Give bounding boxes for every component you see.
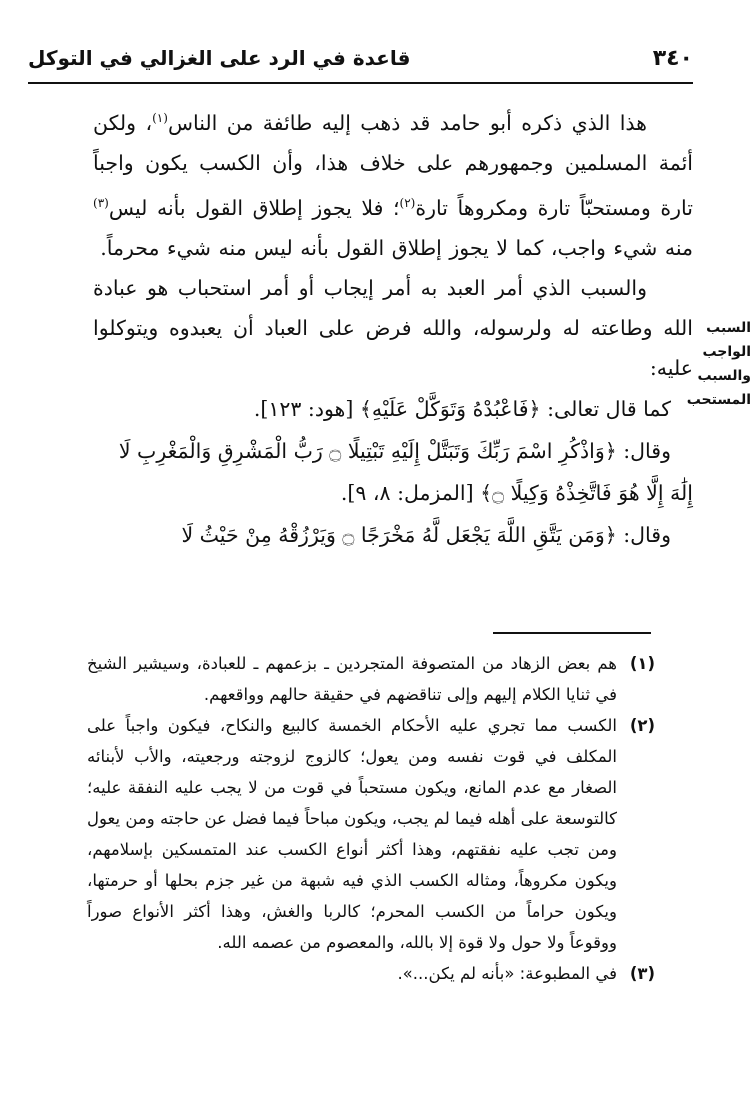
paragraph-text: منه شيء واجب، كما لا يجوز إطلاق القول بأنه ليس منه شيء محرماً. xyxy=(100,235,693,260)
paragraph-text: ، ولكن أئمة المسلمين وجمهورهم على خلاف هذا، وأن الكسب يكون واجباً تارة ومستحبّاً تارة ومكروهاً تارة xyxy=(93,110,694,220)
margin-note-line: السبب xyxy=(706,320,751,336)
paragraph-1 xyxy=(93,98,693,268)
margin-note-line: والسبب xyxy=(697,368,751,384)
main-text xyxy=(93,98,693,556)
footnote-rule xyxy=(493,632,651,634)
footnote xyxy=(87,648,655,710)
footnote-ref: (١) xyxy=(152,111,168,125)
margin-note-line: المستحب xyxy=(686,392,751,408)
page-number: ٣٤٠ xyxy=(652,45,693,71)
page-header xyxy=(28,38,693,78)
footnote xyxy=(87,958,655,989)
footnote xyxy=(87,710,655,958)
paragraph-2: والسبب الذي أمر العبد به أمر إيجاب أو أمر استحباب هو عبادة الله وطاعته له ولرسوله، والله فرض على العباد أن يعبدوه ويتوكلوا عليه: xyxy=(93,275,693,380)
paragraph-text: ؛ فلا يجوز إطلاق القول بأنه ليس xyxy=(108,195,400,220)
margin-note-line: الواجب xyxy=(702,344,751,360)
footnote-number: (١) xyxy=(629,654,655,673)
quran-quote: وقال: ﴿وَاذْكُرِ اسْمَ رَبِّكَ وَتَبَتَّلْ إِلَيْهِ تَبْتِيلًا ۝ رَبُّ الْمَشْرِقِ وَالْمَغْرِبِ لَا xyxy=(118,438,671,463)
footnote-number: (٢) xyxy=(629,716,655,735)
footnote-ref: (٣) xyxy=(93,195,109,210)
footnote-ref: (٢) xyxy=(399,195,416,210)
footnote-text: في المطبوعة: «بأنه لم يكن...». xyxy=(397,964,617,983)
margin-note xyxy=(686,316,751,412)
footnotes xyxy=(87,648,655,989)
footnote-text: الكسب مما تجري عليه الأحكام الخمسة كالبيع والنكاح، فيكون واجباً على المكلف في قوت نفسه ومن يعول؛ كالزوج لزوجته ورجعيته، والأب لأبنائه الصغار مع عدم المانع، ويكون مستحباً في قوت من لا يجب عليه النفقة عليه؛ كالتوسعة على أهله فيما لم يجب، ويكون مباحاً فيما فضل عن حاجته ومن يعول ومن تجب عليه نفقتهم، وهذا أكثر أنواع الكسب عند المتمسكين بإسلامهم، ويكون مكروهاً، ومثاله الكسب الذي فيه شبهة من غير جزم بحلها أو حرمتها، ويكون حراماً من الكسب المحرم؛ كالربا والغش، وهذا أكثر الأنواع صوراً ووقوعاً ولا حول ولا قوة إلا بالله، والمعصوم من عصمه الله. xyxy=(87,716,617,952)
footnote-number: (٣) xyxy=(629,964,655,983)
paragraph-text: هذا الذي ذكره أبو حامد قد ذهب إليه طائفة من الناس xyxy=(167,110,647,135)
quran-quote: وقال: ﴿وَمَن يَتَّقِ اللَّهَ يَجْعَل لَّهُ مَخْرَجًا ۝ وَيَرْزُقْهُ مِنْ حَيْثُ لَا xyxy=(181,522,671,547)
quran-quote-continuation: إِلَٰهَ إِلَّا هُوَ فَاتَّخِذْهُ وَكِيلًا ۝﴾ [المزمل: ٨، ٩]. xyxy=(340,480,693,505)
footnote-text: هم بعض الزهاد من المتصوفة المتجردين ـ بزعمهم ـ للعبادة، وسيشير الشيخ في ثنايا الكلام إليهم وإلى تناقضهم في حقيقة حالهم وواقعهم. xyxy=(87,654,617,704)
header-rule xyxy=(28,82,693,84)
running-title: قاعدة في الرد على الغزالي في التوكل xyxy=(28,46,411,70)
quran-quote: كما قال تعالى: ﴿فَاعْبُدْهُ وَتَوَكَّلْ عَلَيْهِ﴾ [هود: ١٢٣]. xyxy=(253,396,671,421)
